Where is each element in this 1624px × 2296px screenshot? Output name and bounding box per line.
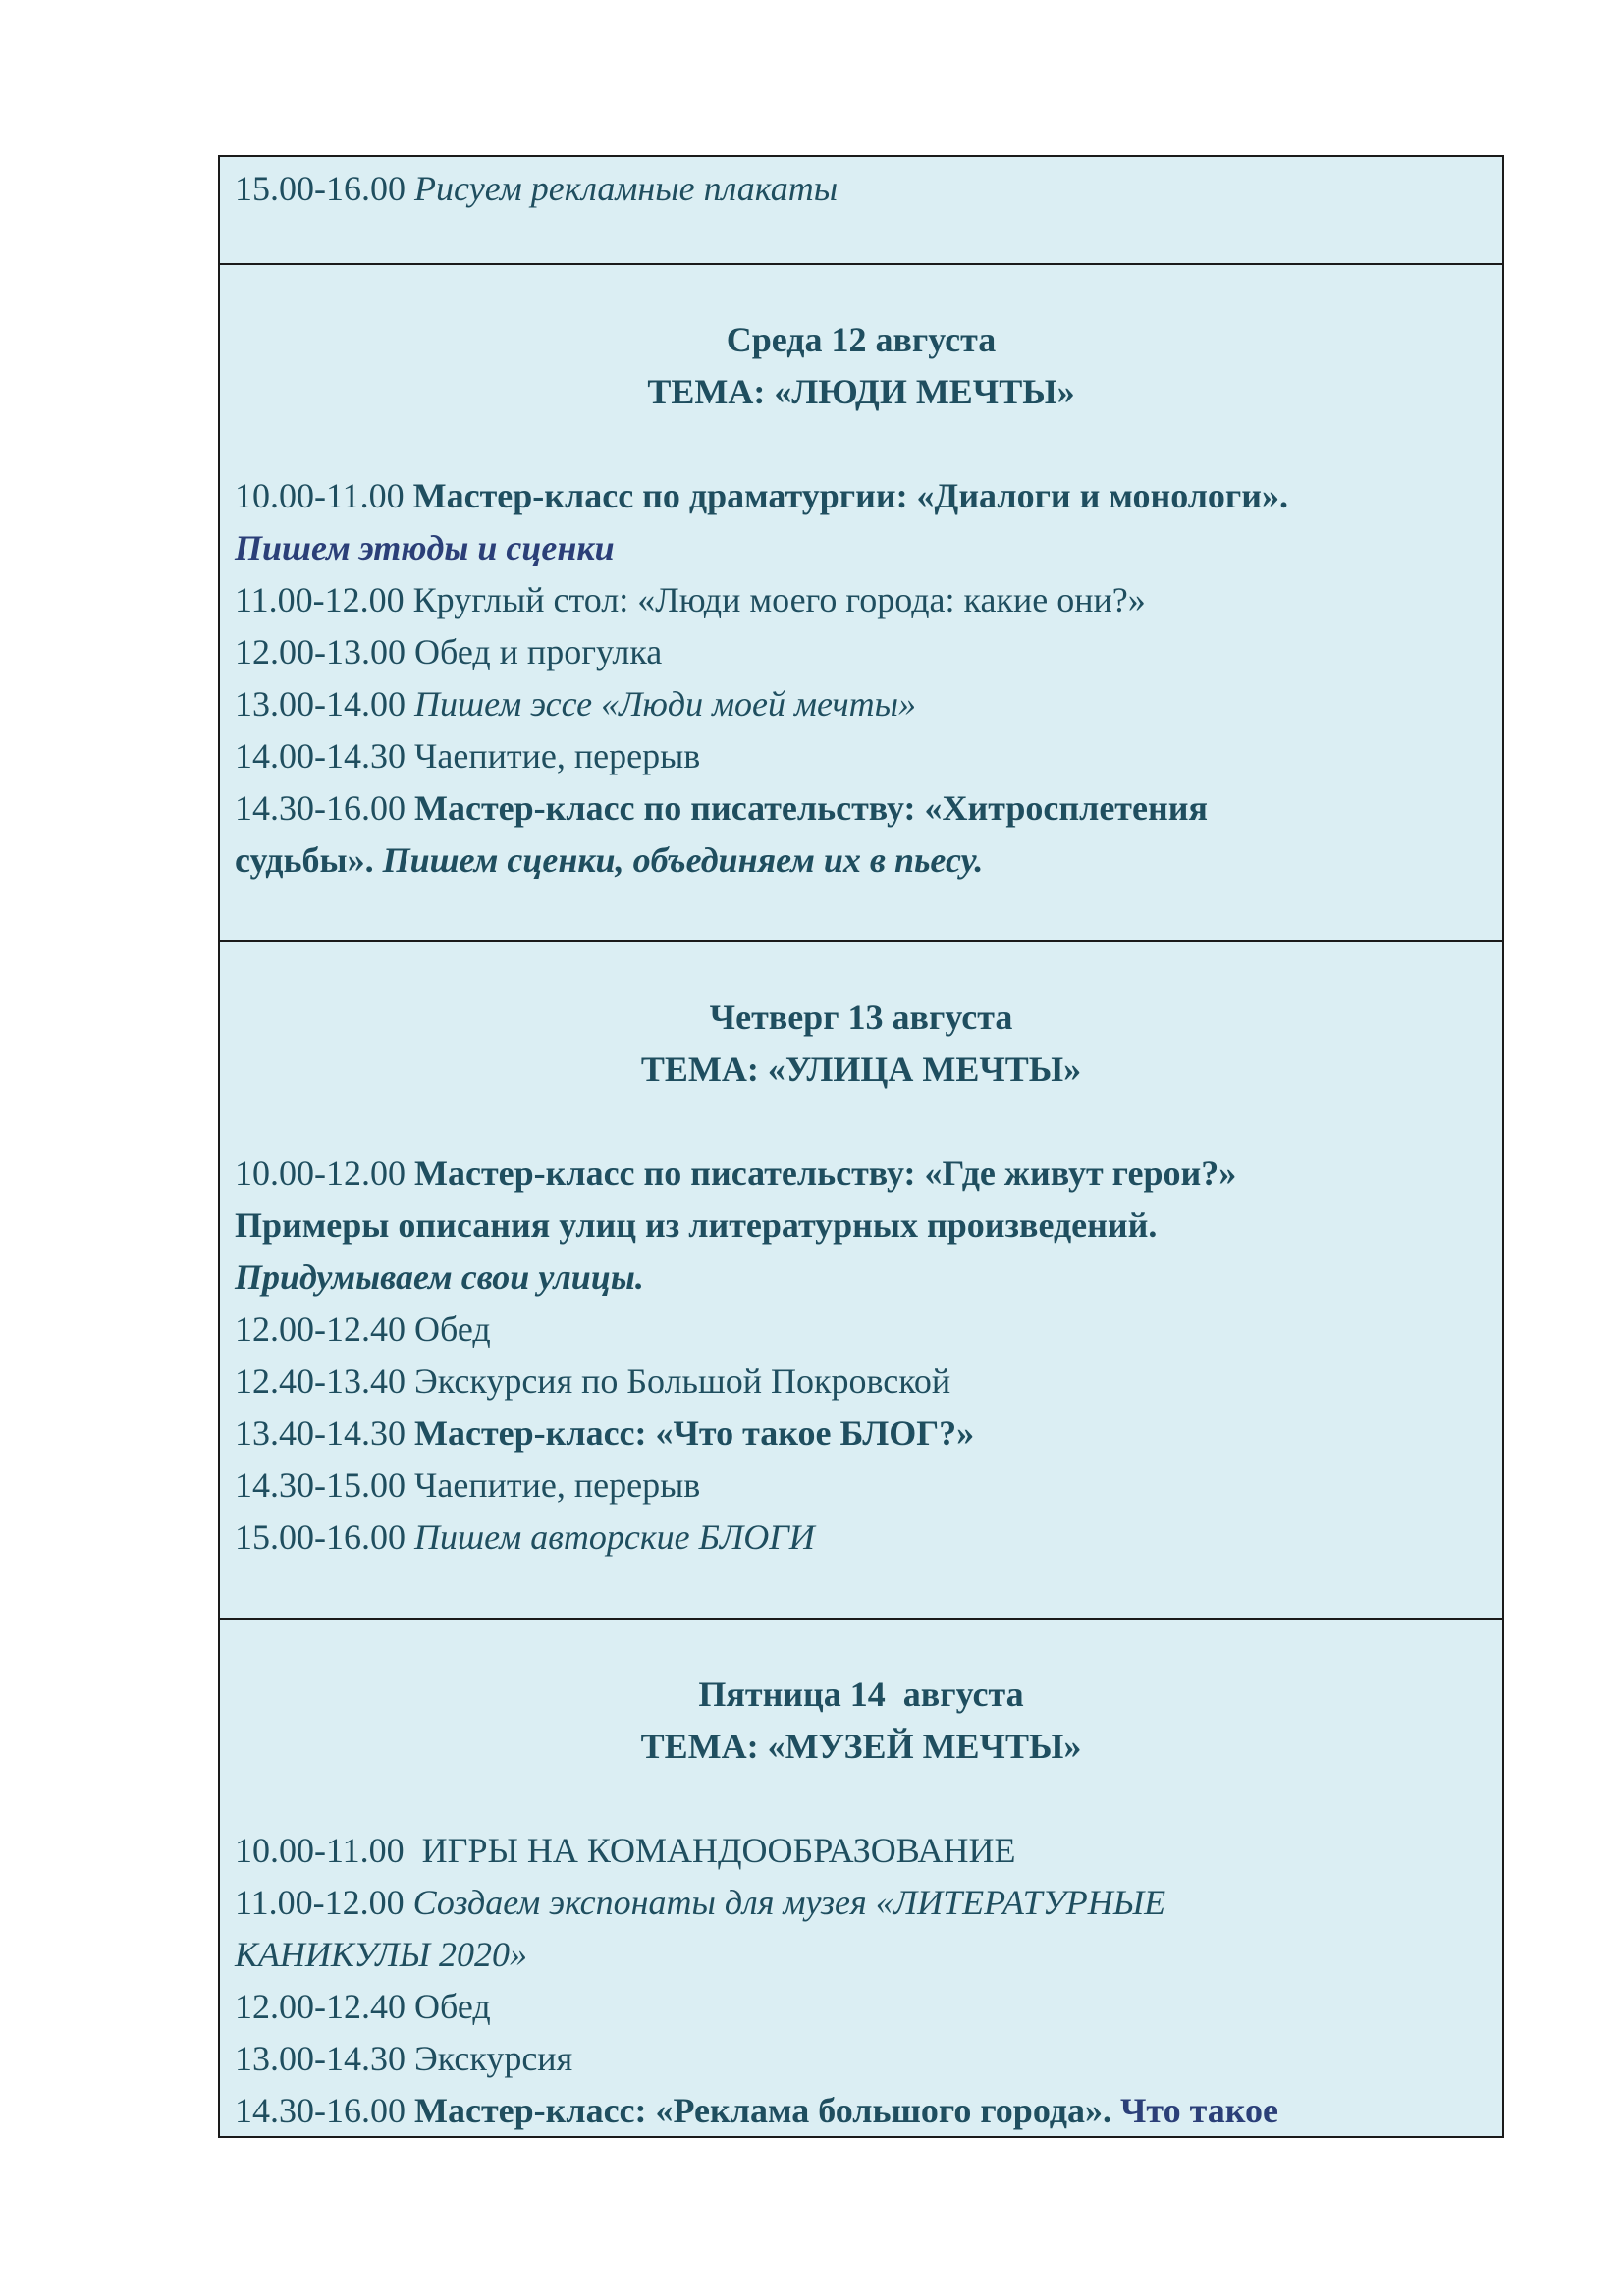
activity: Мастер-класс: «Что такое БЛОГ?» <box>414 1414 975 1453</box>
schedule-line <box>235 1356 1488 1408</box>
schedule-line <box>235 730 1488 782</box>
time-range: 12.00-12.40 <box>235 1309 406 1349</box>
schedule-line <box>235 1512 1488 1564</box>
schedule-line <box>235 1200 1488 1252</box>
time-range: 14.00-14.30 <box>235 736 406 775</box>
activity: ИГРЫ НА КОМАНДООБРАЗОВАНИЕ <box>412 1831 1016 1870</box>
schedule-line <box>235 1877 1488 1929</box>
day-heading: Четверг 13 августа <box>709 997 1013 1037</box>
schedule-line <box>235 1981 1488 2033</box>
time-range: 15.00-16.00 <box>235 1518 406 1557</box>
schedule-line <box>235 2085 1488 2137</box>
activity: Обед и прогулка <box>414 632 663 671</box>
schedule-cell-wednesday <box>220 263 1502 940</box>
activity: Мастер-класс по писательству: «Где живут герои?» <box>414 1153 1237 1193</box>
time-range: 13.00-14.30 <box>235 2039 406 2078</box>
day-heading: Среда 12 августа <box>726 320 997 359</box>
activity: Мастер-класс: «Реклама большого города». <box>414 2091 1111 2130</box>
time-range: 12.00-12.40 <box>235 1987 406 2026</box>
time-range: 10.00-12.00 <box>235 1153 406 1193</box>
activity: Рисуем рекламные плакаты <box>414 169 839 208</box>
time-range: 13.40-14.30 <box>235 1414 406 1453</box>
schedule-line <box>235 1252 1488 1304</box>
activity: Мастер-класс по драматургии: «Диалоги и монологи». <box>412 476 1289 515</box>
activity: Пишем эссе «Люди моей мечты» <box>414 684 917 723</box>
activity: Создаем экспонаты для музея «ЛИТЕРАТУРНЫЕ <box>412 1883 1166 1922</box>
time-range: 15.00-16.00 <box>235 169 406 208</box>
schedule-line <box>235 834 1488 886</box>
theme-heading: ТЕМА: «МУЗЕЙ МЕЧТЫ» <box>640 1727 1082 1766</box>
time-range: 11.00-12.00 <box>235 1883 405 1922</box>
schedule-cell-friday <box>220 1618 1502 2140</box>
activity: Мастер-класс по писательству: «Хитросплетения <box>414 788 1208 828</box>
schedule-cell-tuesday-end <box>220 157 1502 263</box>
activity: Придумываем свои улицы. <box>235 1257 644 1297</box>
activity: Пишем авторские БЛОГИ <box>414 1518 815 1557</box>
schedule-line <box>235 522 1488 574</box>
activity: Пишем этюды и сценки <box>235 528 615 567</box>
time-range: 10.00-11.00 <box>235 1831 405 1870</box>
activity-continuation: Что такое <box>1120 2091 1278 2130</box>
activity: КАНИКУЛЫ 2020» <box>235 1935 527 1974</box>
schedule-line <box>235 1408 1488 1460</box>
schedule-line <box>235 2033 1488 2085</box>
theme-heading: ТЕМА: «ЛЮДИ МЕЧТЫ» <box>647 372 1075 411</box>
theme-heading: ТЕМА: «УЛИЦА МЕЧТЫ» <box>640 1049 1082 1089</box>
time-range: 12.00-13.00 <box>235 632 406 671</box>
activity: Чаепитие, перерыв <box>414 1466 701 1505</box>
schedule-line <box>235 1148 1488 1200</box>
schedule-line <box>235 678 1488 730</box>
activity: Круглый стол: «Люди моего города: какие они?» <box>412 580 1146 619</box>
time-range: 11.00-12.00 <box>235 580 405 619</box>
activity: Экскурсия <box>414 2039 573 2078</box>
schedule-line <box>235 1304 1488 1356</box>
schedule-line <box>235 574 1488 626</box>
activity: судьбы». <box>235 840 374 880</box>
schedule-line <box>235 470 1488 522</box>
time-range: 12.40-13.40 <box>235 1362 406 1401</box>
time-range: 13.00-14.00 <box>235 684 406 723</box>
activity: Примеры описания улиц из литературных произведений. <box>235 1205 1158 1245</box>
schedule-cell-thursday <box>220 940 1502 1618</box>
activity: Чаепитие, перерыв <box>414 736 701 775</box>
schedule-line <box>235 782 1488 834</box>
day-heading: Пятница 14 августа <box>698 1675 1024 1714</box>
schedule-line <box>235 1460 1488 1512</box>
time-range: 14.30-15.00 <box>235 1466 406 1505</box>
activity: Обед <box>414 1309 491 1349</box>
schedule-table <box>218 155 1504 2138</box>
schedule-line <box>235 1929 1488 1981</box>
time-range: 10.00-11.00 <box>235 476 405 515</box>
activity: Обед <box>414 1987 491 2026</box>
schedule-line <box>235 626 1488 678</box>
activity: Экскурсия по Большой Покровской <box>414 1362 951 1401</box>
time-range: 14.30-16.00 <box>235 788 406 828</box>
activity-note: Пишем сценки, объединяем их в пьесу. <box>382 840 984 880</box>
time-range: 14.30-16.00 <box>235 2091 406 2130</box>
schedule-line <box>235 163 1488 215</box>
schedule-line <box>235 1825 1488 1877</box>
